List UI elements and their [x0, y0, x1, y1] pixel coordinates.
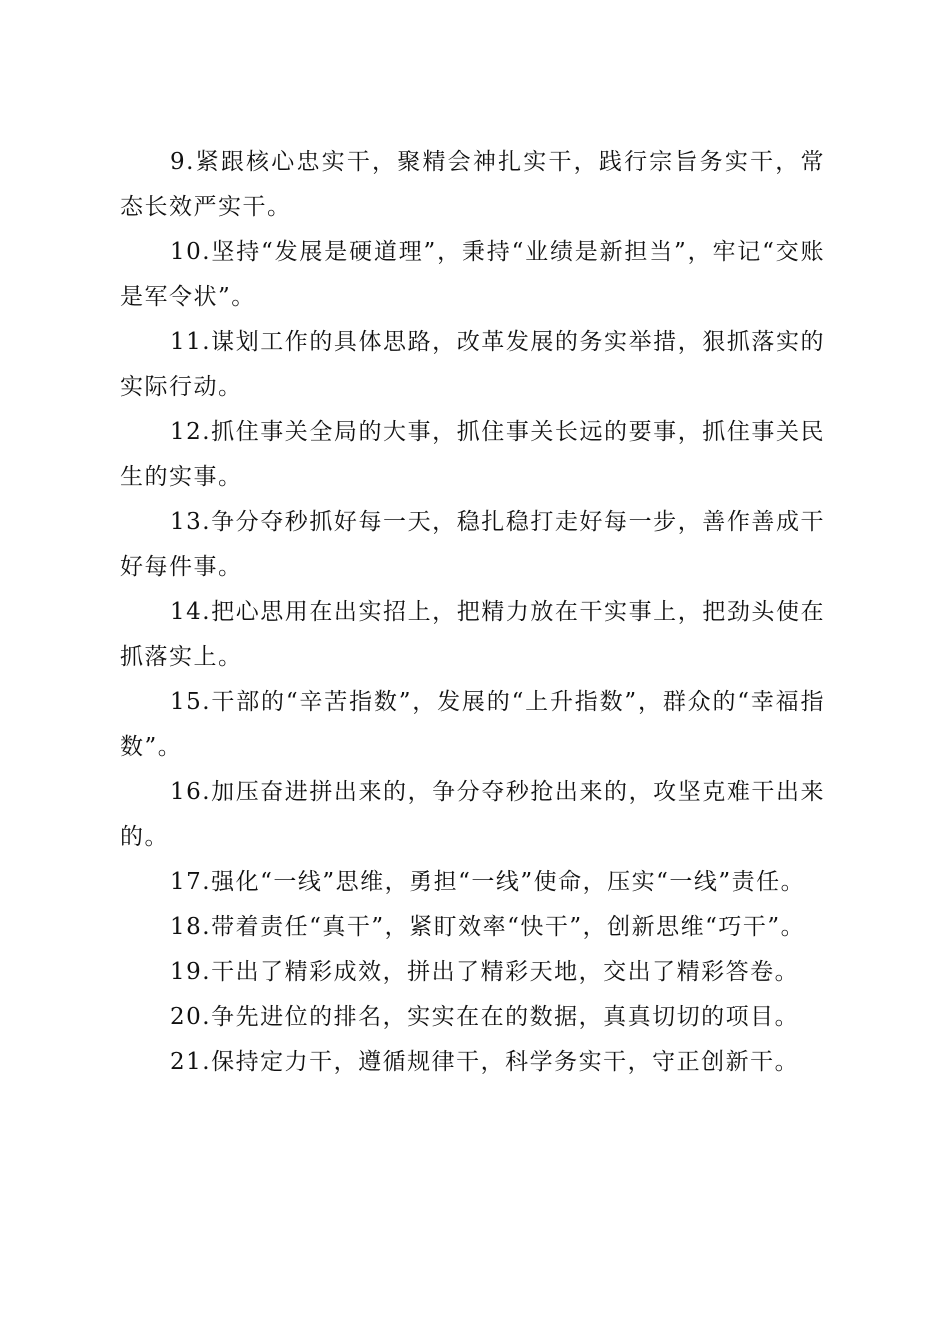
paragraph-16: 16.加压奋进拼出来的，争分夺秒抢出来的，攻坚克难干出来的。: [120, 779, 825, 850]
paragraph-12: 12.抓住事关全局的大事，抓住事关长远的要事，抓住事关民生的实事。: [120, 419, 825, 490]
paragraph-17: 17.强化“一线”思维，勇担“一线”使命，压实“一线”责任。: [170, 869, 806, 895]
paragraph-9: 9.紧跟核心忠实干，聚精会神扎实干，践行宗旨务实干，常态长效严实干。: [120, 149, 825, 220]
paragraph-14: 14.把心思用在出实招上，把精力放在干实事上，把劲头使在抓落实上。: [120, 599, 825, 670]
paragraph-10: 10.坚持“发展是硬道理”，秉持“业绩是新担当”，牢记“交账是军令状”。: [120, 239, 825, 310]
paragraph-21: 21.保持定力干，遵循规律干，科学务实干，守正创新干。: [170, 1049, 800, 1075]
document-body: [120, 140, 825, 1085]
paragraph-13: 13.争分夺秒抓好每一天，稳扎稳打走好每一步，善作善成干好每件事。: [120, 509, 825, 580]
paragraph-19: 19.干出了精彩成效，拼出了精彩天地，交出了精彩答卷。: [170, 959, 800, 985]
paragraph-11: 11.谋划工作的具体思路，改革发展的务实举措，狠抓落实的实际行动。: [120, 329, 825, 400]
paragraph-18: 18.带着责任“真干”，紧盯效率“快干”，创新思维“巧干”。: [170, 914, 806, 940]
paragraph-20: 20.争先进位的排名，实实在在的数据，真真切切的项目。: [170, 1004, 800, 1030]
paragraph-15: 15.干部的“辛苦指数”，发展的“上升指数”，群众的“幸福指数”。: [120, 689, 825, 760]
